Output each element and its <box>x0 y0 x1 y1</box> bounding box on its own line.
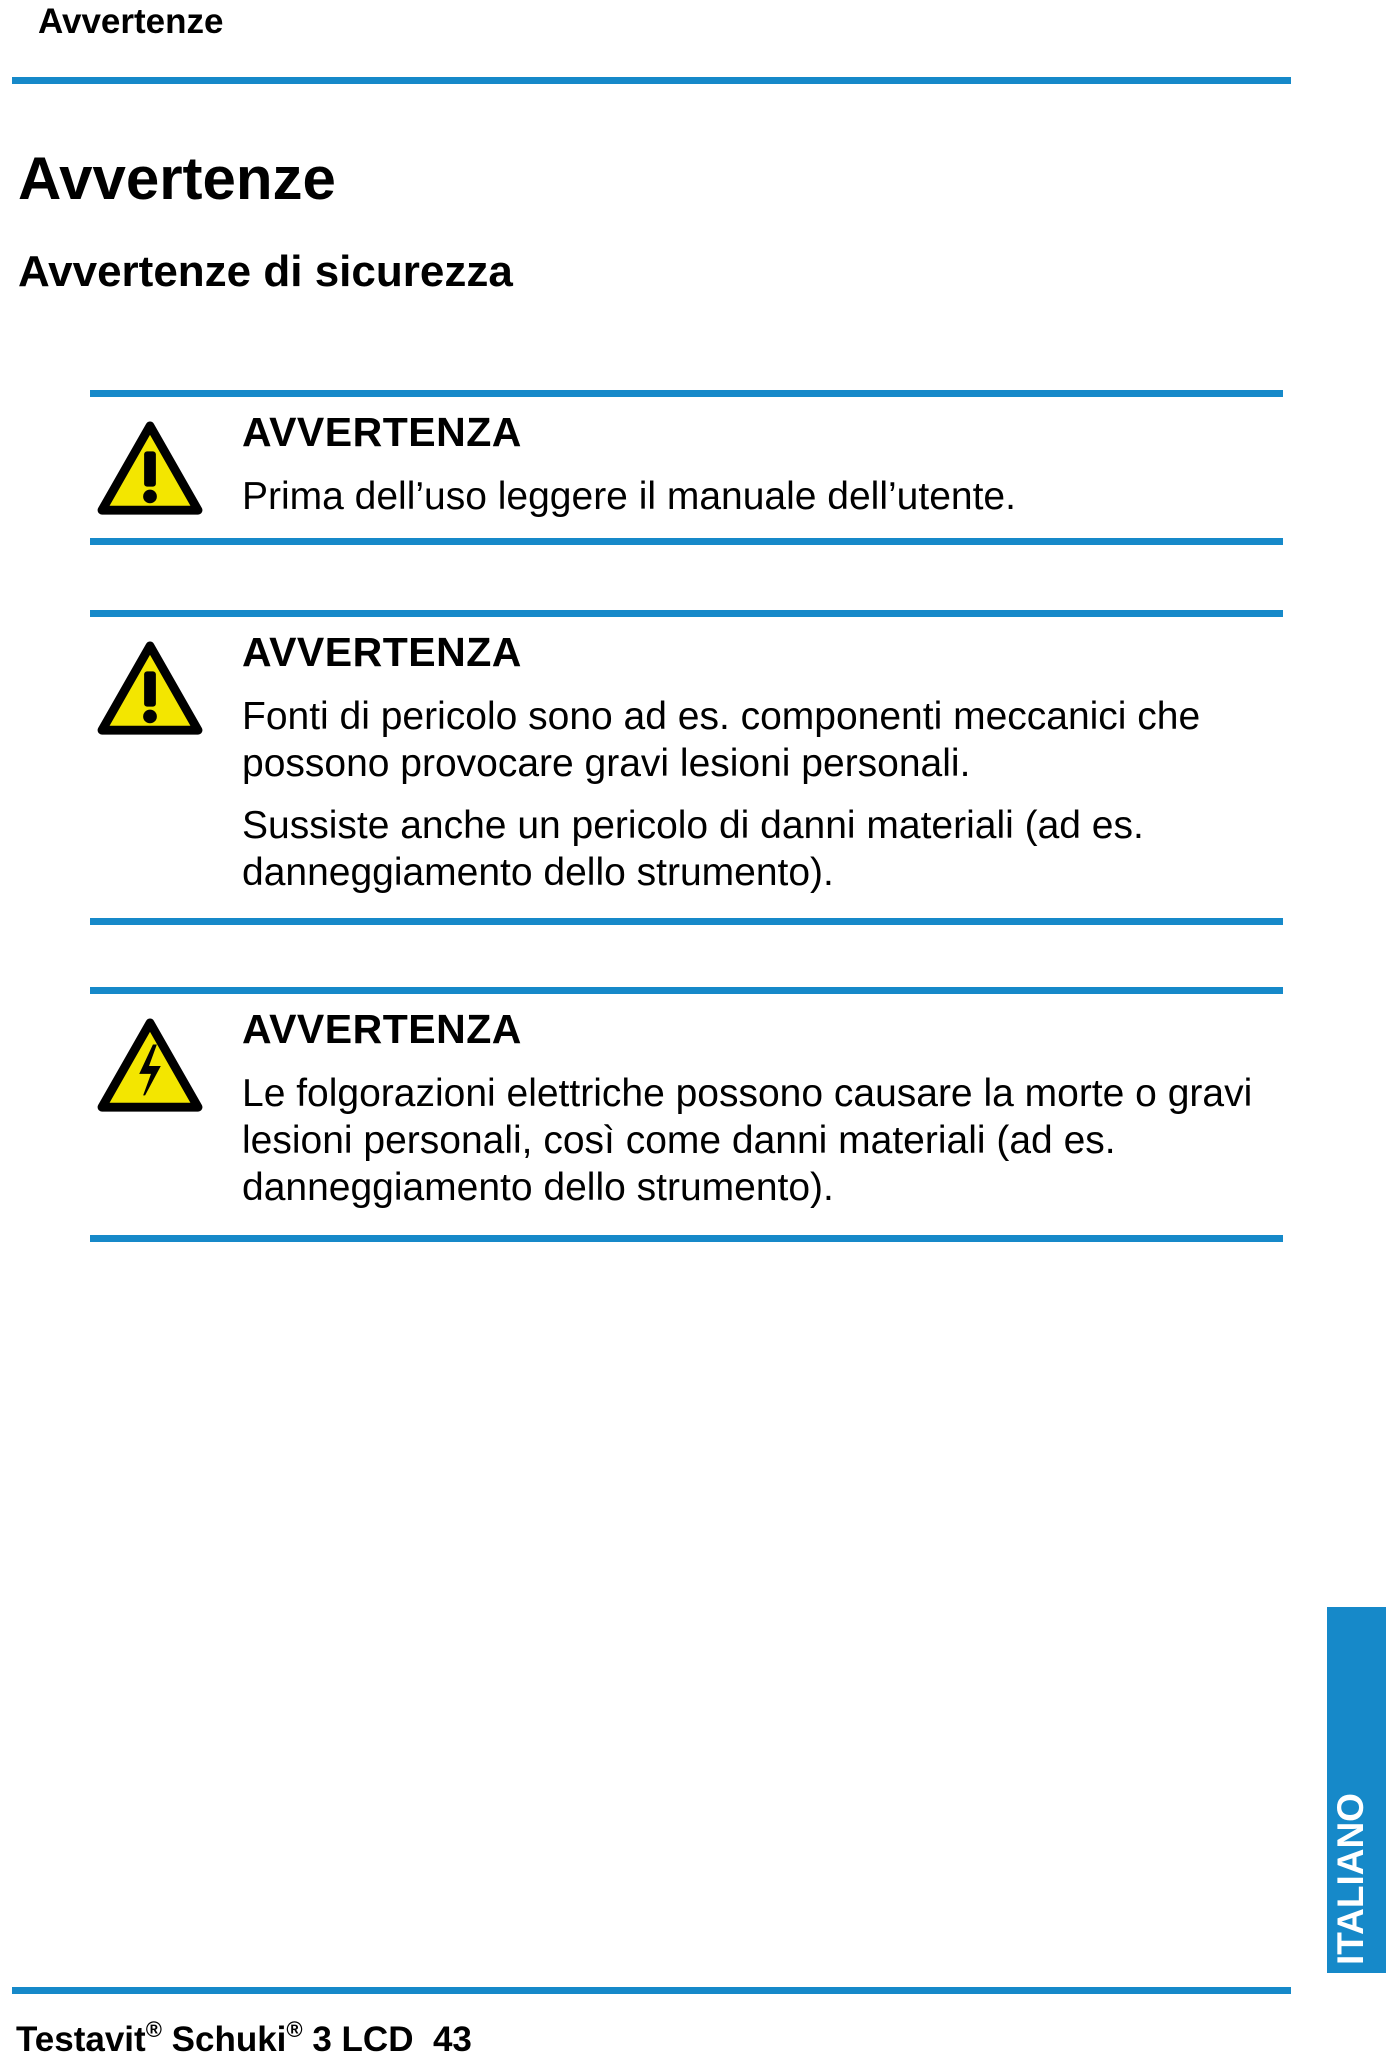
warning-bottom-rule <box>90 1235 1283 1242</box>
warning-bottom-rule <box>90 538 1283 545</box>
warning-bottom-rule <box>90 918 1283 925</box>
warning-top-rule <box>90 390 1283 397</box>
warning-text-material-damage: Sussiste anche un pericolo di danni materiali (ad es. danneggiamento dello strumento). <box>242 804 1144 894</box>
running-header: Avvertenze <box>38 2 224 41</box>
footer <box>16 2019 472 2061</box>
warning-top-rule <box>90 987 1283 994</box>
warning-exclamation-icon <box>96 420 204 518</box>
registered-mark: ® <box>286 2017 303 2042</box>
warning-top-rule <box>90 610 1283 617</box>
warning-box-mechanical-hazard <box>90 610 1283 930</box>
page-title: Avvertenze <box>18 145 336 212</box>
header-rule <box>12 77 1291 84</box>
warning-label: AVVERTENZA <box>242 1006 522 1052</box>
language-tab-label: ITALIANO <box>1329 1793 1371 1965</box>
footer-product-name: Testavit <box>16 2020 146 2059</box>
warning-box-electric-shock <box>90 987 1283 1247</box>
warning-text: Prima dell’uso leggere il manuale dell’utente. <box>242 475 1016 518</box>
page-number: 43 <box>432 2020 472 2059</box>
section-title: Avvertenze di sicurezza <box>18 247 513 296</box>
electric-shock-warning-icon <box>96 1017 204 1115</box>
warning-label: AVVERTENZA <box>242 409 522 455</box>
footer-rule <box>12 1987 1291 1994</box>
language-tab <box>1327 1607 1386 1973</box>
warning-label: AVVERTENZA <box>242 629 522 675</box>
warning-text: Le folgorazioni elettriche possono causare la morte o gravi lesioni personali, così come danni materiali (ad es. danneggiamento dello strumento). <box>242 1072 1253 1209</box>
warning-text-hazard-sources: Fonti di pericolo sono ad es. componenti meccanici che possono provocare gravi lesioni personali. <box>242 695 1201 785</box>
footer-model-name: Schuki <box>171 2020 287 2059</box>
registered-mark: ® <box>145 2017 162 2042</box>
warning-exclamation-icon <box>96 640 204 738</box>
footer-model-suffix: 3 LCD <box>312 2020 414 2059</box>
warning-box-read-manual <box>90 390 1283 550</box>
